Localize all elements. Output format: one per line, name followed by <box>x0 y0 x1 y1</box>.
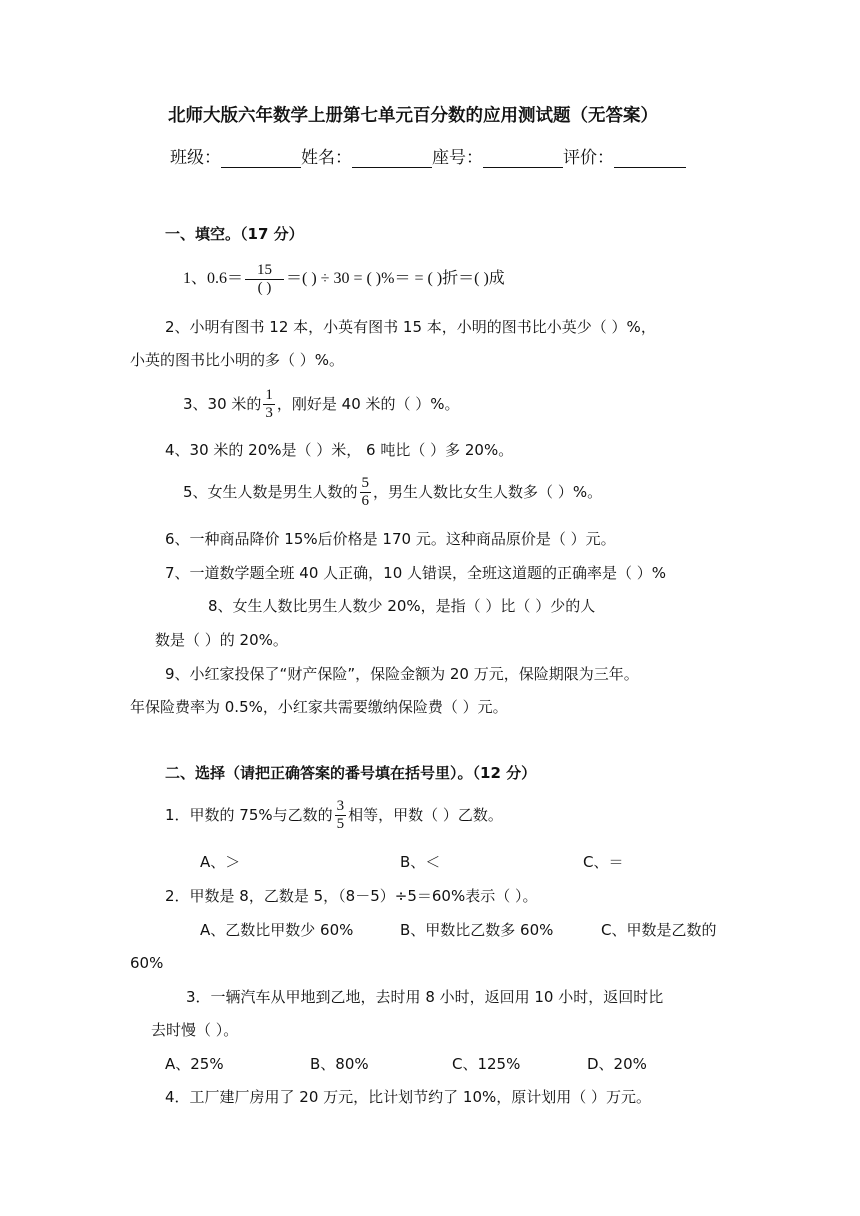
s1-q5-frac-den: 6 <box>361 493 370 509</box>
s2-q3-option-c: C、125% <box>452 1055 521 1073</box>
seat-label: 座号： <box>432 148 483 168</box>
class-blank <box>221 149 301 168</box>
s2-q2-option-b: B、甲数比乙数多 60% <box>400 921 554 939</box>
s2-q3-option-a: A、25% <box>165 1055 224 1073</box>
s1-q8-line1: 8、女生人数比男生人数少 20%，是指（ ）比（ ）少的人 <box>208 597 596 615</box>
s2-q3-line2: 去时慢（ ）。 <box>151 1021 239 1039</box>
s2-q4: 4．工厂建厂房用了 20 万元，比计划节约了 10%，原计划用（ ）万元。 <box>165 1088 652 1106</box>
s2-q1-option-a: A、＞ <box>200 853 241 871</box>
s1-q5-prefix: 5、女生人数是男生人数的 <box>183 483 358 501</box>
s1-q1-frac-num: 15 <box>245 262 284 280</box>
s1-q9-line1: 9、小红家投保了“财产保险”，保险金额为 20 万元，保险期限为三年。 <box>165 665 639 683</box>
s2-q1 <box>165 797 503 833</box>
s2-q2: 2．甲数是 8，乙数是 5，（8－5）÷5＝60%表示（ ）。 <box>165 887 538 905</box>
student-info-row <box>170 148 686 168</box>
s2-q1-prefix: 1．甲数的 75%与乙数的 <box>165 806 333 824</box>
s2-q2-option-a: A、乙数比甲数少 60% <box>200 921 354 939</box>
section1-heading: 一、填空。（17 分） <box>165 225 304 243</box>
s2-q1-frac-den: 5 <box>336 816 345 832</box>
s1-q3 <box>183 386 460 422</box>
s1-q5-fraction <box>360 475 372 510</box>
grade-label: 评价： <box>563 148 614 168</box>
s1-q2-line1: 2、小明有图书 12 本，小英有图书 15 本，小明的图书比小英少（ ）%， <box>165 318 656 336</box>
s1-q1-fraction <box>245 262 284 297</box>
s1-q3-prefix: 3、30 米的 <box>183 395 262 413</box>
s1-q1-prefix: 1、0.6＝ <box>183 270 244 287</box>
s1-q8-line2: 数是（ ）的 20%。 <box>155 631 288 649</box>
s1-q5-suffix: ，男生人数比女生人数多（ ）%。 <box>373 483 603 501</box>
s1-q4: 4、30 米的 20%是（ ）米， 6 吨比（ ）多 20%。 <box>165 441 514 459</box>
s2-q1-fraction <box>335 798 347 833</box>
name-label: 姓名： <box>301 148 352 168</box>
page-title: 北师大版六年数学上册第七单元百分数的应用测试题（无答案） <box>168 106 658 126</box>
s2-q1-frac-num: 3 <box>336 798 345 814</box>
s1-q3-frac-den: 3 <box>265 405 273 421</box>
s1-q5 <box>183 474 602 510</box>
s1-q3-frac-num: 1 <box>265 387 273 403</box>
s1-q3-fraction <box>263 387 275 422</box>
name-blank <box>352 149 432 168</box>
section2-heading: 二、选择（请把正确答案的番号填在括号里）。（12 分） <box>165 764 537 782</box>
s2-q2-wrap: 60% <box>130 954 164 972</box>
s2-q2-option-c: C、甲数是乙数的 <box>601 921 717 939</box>
s2-q3-line1: 3．一辆汽车从甲地到乙地，去时用 8 小时，返回用 10 小时，返回时比 <box>186 988 664 1006</box>
s2-q1-option-c: C、＝ <box>583 853 624 871</box>
s1-q9-line2: 年保险费率为 0.5%，小红家共需要缴纳保险费（ ）元。 <box>130 698 508 716</box>
s2-q3-option-d: D、20% <box>587 1055 647 1073</box>
s1-q5-frac-num: 5 <box>361 475 370 491</box>
class-label: 班级： <box>170 148 221 168</box>
s2-q1-option-b: B、＜ <box>400 853 441 871</box>
s1-q3-suffix: ，刚好是 40 米的（ ）%。 <box>276 395 460 413</box>
grade-blank <box>614 149 686 168</box>
s1-q2-line2: 小英的图书比小明的多（ ）%。 <box>130 351 345 369</box>
s1-q7: 7、一道数学题全班 40 人正确，10 人错误，全班这道题的正确率是（ ）% <box>165 564 667 582</box>
s1-q6: 6、一种商品降价 15%后价格是 170 元。这种商品原价是（ ）元。 <box>165 530 616 548</box>
s1-q1 <box>183 261 505 297</box>
s1-q1-suffix: ＝( ) ÷ 30 = ( )%＝ = ( )折＝( )成 <box>286 270 505 287</box>
seat-blank <box>483 149 563 168</box>
s1-q1-frac-den: ( ) <box>257 279 272 296</box>
s2-q1-suffix: 相等，甲数（ ）乙数。 <box>348 806 503 824</box>
s2-q3-option-b: B、80% <box>310 1055 369 1073</box>
